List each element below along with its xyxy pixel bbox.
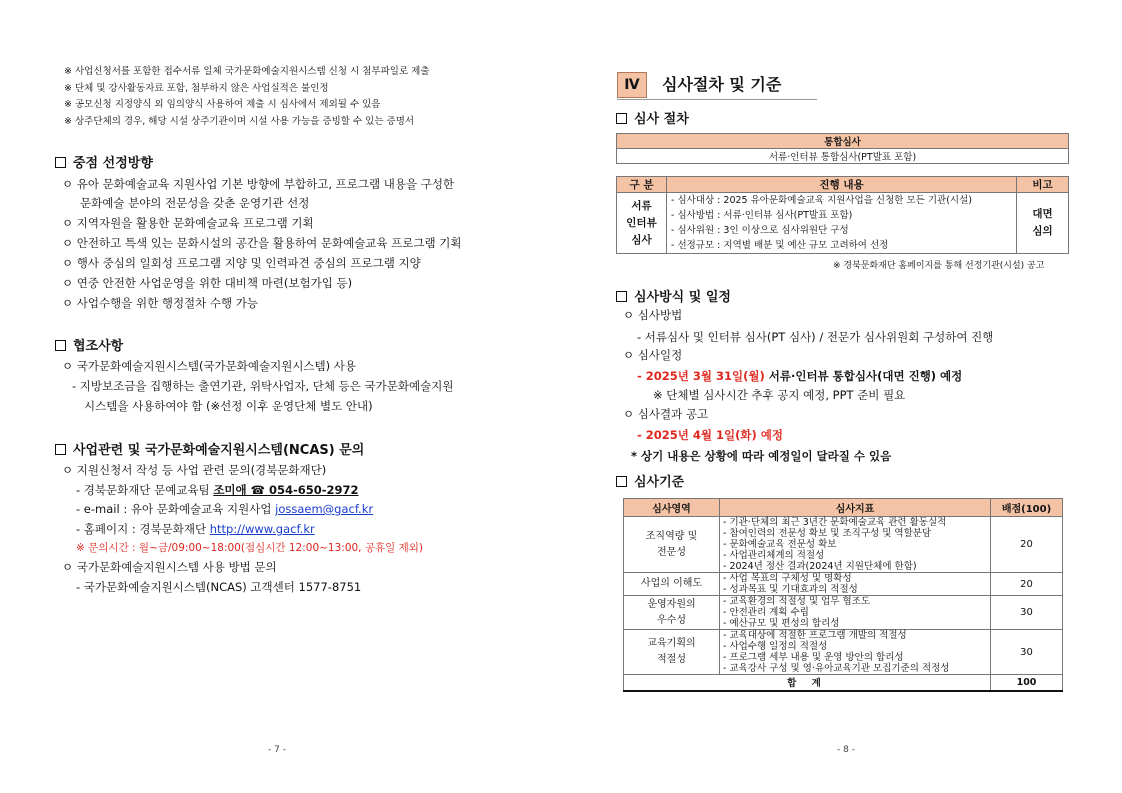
table-row bbox=[624, 630, 1063, 675]
section-heading-criteria: 심사기준 bbox=[616, 471, 684, 490]
integrated-review-sub: 서류·인터뷰 통합심사(PT발표 포함) bbox=[617, 149, 1069, 164]
section-heading-schedule: 심사방식 및 일정 bbox=[616, 286, 731, 305]
chapter-title: 심사절차 및 기준 bbox=[662, 75, 782, 94]
checkbox-square-icon bbox=[616, 113, 627, 124]
page-number: - 8 - bbox=[837, 745, 855, 755]
section-heading-cooperation: 협조사항 bbox=[55, 335, 123, 354]
list-item: ㅇ 유아 문화예술교육 지원사업 기본 방향에 부합하고, 프로그램 내용을 구성한 bbox=[62, 177, 455, 191]
list-item: - 국가문화예술지원시스템(NCAS) 고객센터 1577-8751 bbox=[76, 580, 362, 594]
list-item: - 서류심사 및 인터뷰 심사(PT 심사) / 전문가 심사위원회 구성하여 진행 bbox=[637, 330, 994, 344]
inquiry-hours: ※ 문의시간 : 월~금/09:00~18:00(점심시간 12:00~13:00, 공휴일 제외) bbox=[76, 542, 424, 554]
criteria-score: 20 bbox=[991, 517, 1063, 573]
email-line: - e-mail : 유아 문화예술교육 지원사업 jossaem@gacf.kr bbox=[76, 502, 374, 516]
procedure-items: - 심사대상 : 2025 유아문화예술교육 지원사업을 신청한 모든 기관(시설) - 심사방법 : 서류·인터뷰 심사(PT발표 포함) - 심사위원 : 3인 이상으로 심사위원단 구성 - 선정규모 : 지역별 배분 및 예산 규모 고려하여 선정 bbox=[667, 193, 1017, 254]
chapter-number-badge: Ⅳ bbox=[617, 72, 647, 98]
column-header: 배점(100) bbox=[991, 499, 1063, 517]
criteria-indicators: - 교육환경의 적절성 및 업무 협조도 - 안전관리 계획 수립 - 예산규모 및 편성의 합리성 bbox=[720, 596, 991, 630]
criteria-score: 30 bbox=[991, 596, 1063, 630]
note-line: ※ 사업신청서를 포함한 접수서류 일체 국가문화예술지원시스템 신청 시 첨부파일로 제출 bbox=[64, 66, 430, 77]
total-label: 합 계 bbox=[624, 675, 991, 691]
list-item: ㅇ 지역자원을 활용한 문화예술교육 프로그램 기획 bbox=[62, 216, 314, 230]
procedure-table bbox=[616, 176, 1069, 254]
section-heading-inquiry: 사업관련 및 국가문화예술지원시스템(NCAS) 문의 bbox=[55, 439, 364, 458]
integrated-review-header: 통합심사 bbox=[617, 134, 1069, 149]
checkbox-square-icon bbox=[616, 476, 627, 487]
list-item: ㅇ 심사방법 bbox=[623, 308, 683, 322]
integrated-review-table bbox=[616, 133, 1069, 164]
list-item: 시스템을 사용하여야 함 (※선정 이후 운영단체 별도 안내) bbox=[84, 399, 373, 413]
note-line: ※ 상주단체의 경우, 해당 시설 상주기관이며 시설 사용 가능을 증빙할 수 있는 증명서 bbox=[64, 116, 415, 127]
criteria-score: 20 bbox=[991, 573, 1063, 596]
checkbox-square-icon bbox=[55, 444, 66, 455]
table-row bbox=[624, 573, 1063, 596]
table-row bbox=[624, 596, 1063, 630]
criteria-area: 사업의 이해도 bbox=[624, 573, 720, 596]
criteria-table bbox=[623, 498, 1063, 692]
total-score: 100 bbox=[991, 675, 1063, 691]
table-row-total bbox=[624, 675, 1063, 691]
list-item: ㅇ 심사일정 bbox=[623, 348, 683, 362]
list-item: ㅇ 안전하고 특색 있는 문화시설의 공간을 활용하여 문화예술교육 프로그램 기획 bbox=[62, 236, 462, 250]
list-item: ㅇ 사업수행을 위한 행정절차 수행 가능 bbox=[62, 296, 259, 310]
criteria-area: 운영자원의 우수성 bbox=[624, 596, 720, 630]
schedule-note: ※ 단체별 심사시간 추후 공지 예정, PPT 준비 필요 bbox=[653, 388, 906, 402]
right-page bbox=[561, 0, 1122, 793]
procedure-category: 서류 인터뷰 심사 bbox=[617, 193, 667, 254]
note-line: ※ 단체 및 강사활동자료 포함, 첨부하지 않은 사업실적은 불인정 bbox=[64, 83, 329, 94]
column-header: 구 분 bbox=[617, 177, 667, 193]
result-date: - 2025년 4월 1일(화) 예정 bbox=[637, 428, 783, 442]
chapter-heading bbox=[617, 68, 817, 100]
list-item: ㅇ 국가문화예술지원시스템(국가문화예술지원시스템) 사용 bbox=[62, 359, 357, 373]
table-row bbox=[624, 517, 1063, 573]
list-item: ㅇ 국가문화예술지원시스템 사용 방법 문의 bbox=[62, 560, 277, 574]
procedure-note: ※ 경북문화재단 홈페이지를 통해 선정기관(시설) 공고 bbox=[833, 261, 1045, 271]
checkbox-square-icon bbox=[55, 157, 66, 168]
section-heading-procedure: 심사 절차 bbox=[616, 108, 689, 127]
contact-line: - 경북문화재단 문예교육팀 조미애 ☎ 054-650-2972 bbox=[76, 483, 359, 497]
page-number: - 7 - bbox=[268, 745, 286, 755]
list-item: ㅇ 심사결과 공고 bbox=[623, 407, 709, 421]
criteria-indicators: - 교육대상에 적절한 프로그램 개발의 적절성 - 사업수행 일정의 적절성 - 프로그램 세부 내용 및 운영 방안의 합리성 - 교육강사 구성 및 영·유아교육기관 모집기준의 적정성 bbox=[720, 630, 991, 675]
column-header: 심사영역 bbox=[624, 499, 720, 517]
note-line: ※ 공모신청 지정양식 외 임의양식 사용하여 제출 시 심사에서 제외될 수 있음 bbox=[64, 99, 381, 110]
procedure-remark: 대면 심의 bbox=[1017, 193, 1069, 254]
schedule-date: - 2025년 3월 31일(월) bbox=[637, 369, 765, 383]
email-link[interactable]: jossaem@gacf.kr bbox=[275, 502, 374, 516]
column-header: 비고 bbox=[1017, 177, 1069, 193]
column-header: 진행 내용 bbox=[667, 177, 1017, 193]
column-header: 심사지표 bbox=[720, 499, 991, 517]
list-item: 문화예술 분야의 전문성을 갖춘 운영기관 선정 bbox=[80, 196, 310, 210]
homepage-line: - 홈페이지 : 경북문화재단 http://www.gacf.kr bbox=[76, 522, 315, 536]
criteria-area: 교육기획의 적절성 bbox=[624, 630, 720, 675]
list-item: - 지방보조금을 집행하는 출연기관, 위탁사업자, 단체 등은 국가문화예술지원 bbox=[72, 379, 454, 393]
schedule-line: - 2025년 3월 31일(월) 서류·인터뷰 통합심사(대면 진행) 예정 bbox=[637, 369, 963, 383]
section-heading-selection: 중점 선정방향 bbox=[55, 152, 153, 171]
list-item: ㅇ 지원신청서 작성 등 사업 관련 문의(경북문화재단) bbox=[62, 463, 327, 477]
contact-name-phone: 조미애 ☎ 054-650-2972 bbox=[213, 483, 359, 497]
list-item: ㅇ 행사 중심의 일회성 프로그램 지양 및 인력파견 중심의 프로그램 지양 bbox=[62, 256, 421, 270]
checkbox-square-icon bbox=[616, 291, 627, 302]
criteria-area: 조직역량 및 전문성 bbox=[624, 517, 720, 573]
criteria-score: 30 bbox=[991, 630, 1063, 675]
homepage-link[interactable]: http://www.gacf.kr bbox=[209, 522, 315, 536]
criteria-indicators: - 기관·단체의 최근 3년간 문화예술교육 관련 활동실적 - 참여인력의 전문성 확보 및 조직구성 및 역할분담 - 문화예술교육 전문성 확보 - 사업관리체계의 적절성 - 2024년 정산 결과(2024년 지원단체에 한함) bbox=[720, 517, 991, 573]
list-item: ㅇ 연중 안전한 사업운영을 위한 대비책 마련(보험가입 등) bbox=[62, 276, 353, 290]
checkbox-square-icon bbox=[55, 340, 66, 351]
criteria-indicators: - 사업 목표의 구체성 및 명확성 - 성과목표 및 기대효과의 적절성 bbox=[720, 573, 991, 596]
schedule-footnote: * 상기 내용은 상황에 따라 예정일이 달라질 수 있음 bbox=[631, 449, 892, 463]
